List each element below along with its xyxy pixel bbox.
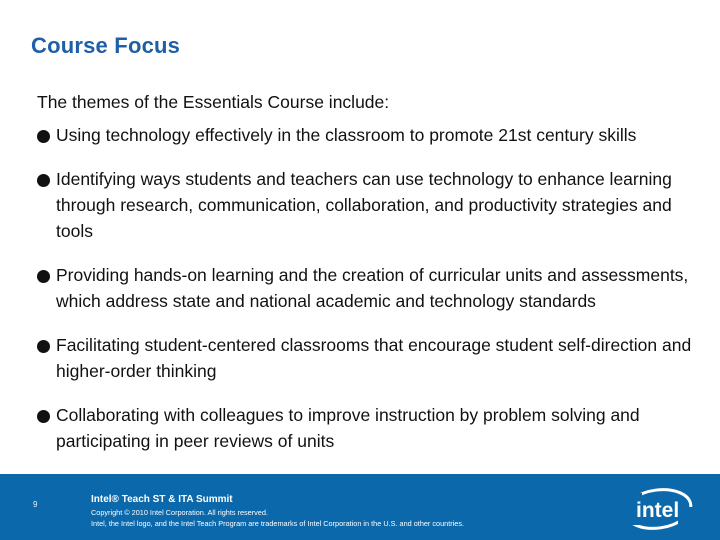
intel-logo-text: intel — [636, 499, 680, 522]
bullet-text: Facilitating student-centered classrooms that encourage student self-direction and higher-order thinking — [56, 335, 692, 381]
trademark-text: Intel, the Intel logo, and the Intel Teach Program are trademarks of Intel Corporation in the U.S. and other countries. — [91, 518, 465, 528]
bullet-item — [37, 332, 697, 384]
bullet-dot-icon — [37, 174, 50, 187]
page-title: Course Focus — [31, 33, 181, 58]
footer-title: Intel® Teach ST & ITA Summit — [91, 494, 233, 505]
bullet-item — [37, 122, 697, 148]
bullet-dot-icon — [37, 340, 50, 353]
bullet-text: Providing hands-on learning and the creation of curricular units and assessments, which address state and national academic and technology standards — [56, 265, 689, 311]
bullet-text: Collaborating with colleagues to improve instruction by problem solving and participating in peer reviews of units — [56, 405, 640, 451]
bullet-text: Using technology effectively in the classroom to promote 21st century skills — [56, 125, 637, 145]
bullet-dot-icon — [37, 410, 50, 423]
bullet-item — [37, 166, 697, 244]
bullet-dot-icon — [37, 130, 50, 143]
intro-text: The themes of the Essentials Course include: — [37, 92, 390, 112]
bullet-item — [37, 262, 697, 314]
footer-legal — [91, 508, 521, 529]
intel-logo-icon — [622, 487, 694, 531]
bullet-text: Identifying ways students and teachers can use technology to enhance learning through research, communication, collaboration, and productivity strategies and tools — [56, 169, 672, 241]
page-number: 9 — [33, 500, 38, 509]
bullet-item — [37, 402, 697, 454]
footer-bar — [0, 474, 720, 540]
bullet-list — [37, 122, 697, 472]
copyright-text: Copyright © 2010 Intel Corporation. All rights reserved. — [91, 508, 268, 517]
bullet-dot-icon — [37, 270, 50, 283]
